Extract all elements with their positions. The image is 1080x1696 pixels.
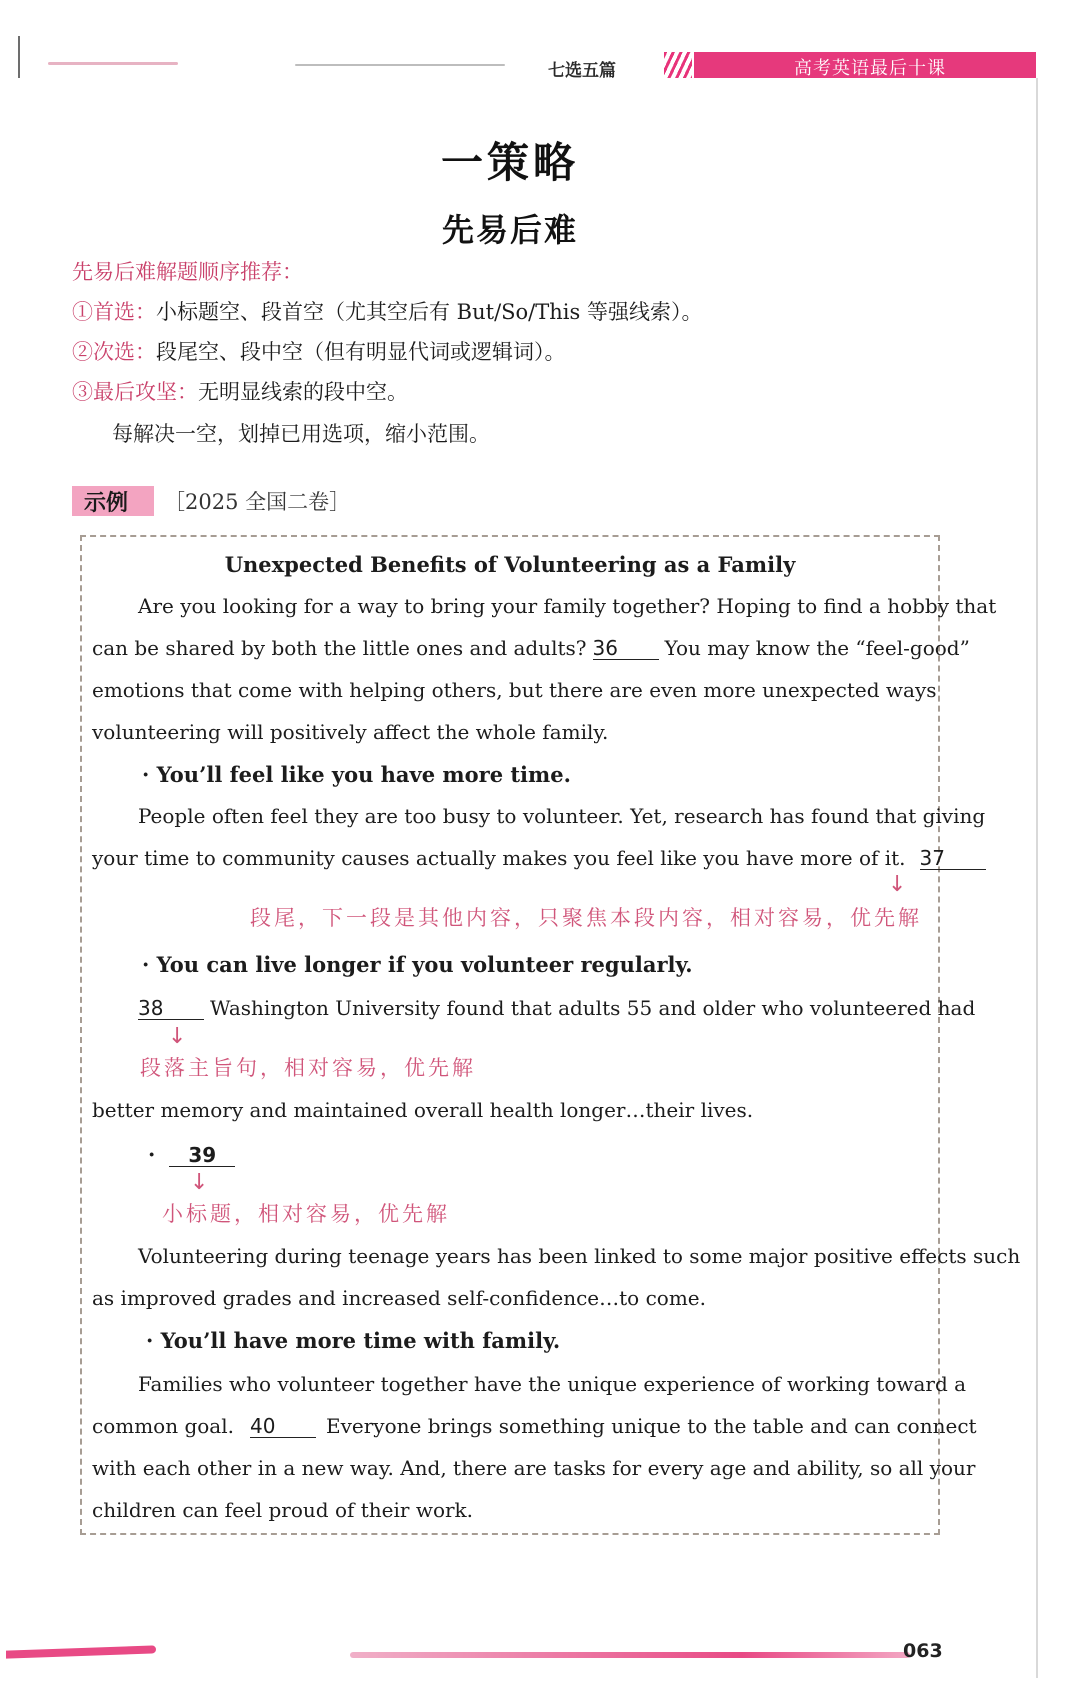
passage-line: as improved grades and increased self-confidence…to come.: [92, 1286, 706, 1310]
passage-line: [92, 846, 945, 870]
book-title: 高考英语最后十课: [794, 58, 946, 79]
strategy-note: 每解决一空，划掉已用选项，缩小范围。: [112, 422, 490, 446]
strategy-item-label: ①首选：: [72, 300, 156, 324]
page-number: 063: [903, 1640, 943, 1662]
passage-line: [138, 996, 976, 1020]
passage-title: Unexpected Benefits of Volunteering as a Family: [224, 552, 796, 577]
passage-line: Volunteering during teenage years has been linked to some major positive effects such: [138, 1244, 1021, 1268]
header-slashes: [664, 52, 692, 78]
passage-line: volunteering will positively affect the whole family.: [92, 720, 609, 744]
strategy-item-1: [72, 296, 702, 326]
passage-line: children can feel proud of their work.: [92, 1498, 474, 1522]
blank-36[interactable]: 36: [593, 638, 659, 660]
passage-line: [92, 1414, 977, 1438]
strategy-item-text: 段尾空、段中空（但有明显代词或逻辑词）。: [156, 340, 566, 364]
subheading-4: · You’ll have more time with family.: [146, 1328, 561, 1353]
strategy-item-text: 无明显线索的段中空。: [198, 380, 408, 404]
passage-line: emotions that come with helping others, but there are even more unexpected ways: [92, 678, 937, 702]
strategy-item-2: [72, 336, 566, 366]
example-label-text: 示例: [84, 491, 129, 516]
blank-39[interactable]: 39: [169, 1145, 235, 1167]
strategy-intro: 先易后难解题顺序推荐：: [72, 260, 303, 284]
passage-line: [92, 636, 970, 660]
passage-text: common goal.: [92, 1414, 234, 1438]
example-label: [72, 486, 154, 516]
strategy-item-3: [72, 376, 408, 406]
strategy-item-text: 小标题空、段首空（尤其空后有 But/So/This 等强线索）。: [156, 300, 703, 324]
blank-40[interactable]: 40: [250, 1416, 316, 1438]
passage-line: People often feel they are too busy to volunteer. Yet, research has found that giving: [138, 804, 986, 828]
margin-line: [18, 36, 20, 78]
passage-line: with each other in a new way. And, there are tasks for every age and ability, so all your: [92, 1456, 976, 1480]
strategy-item-label: ③最后攻坚：: [72, 380, 198, 404]
passage-text: Everyone brings something unique to the table and can connect: [325, 1414, 977, 1438]
passage-text: your time to community causes actually makes you feel like you have more of it.: [92, 846, 906, 870]
subheading-3: [148, 1142, 241, 1167]
footer-decoration: [6, 1645, 156, 1658]
annotation-39: 小标题，相对容易，优先解: [162, 1202, 450, 1226]
subheading-2: · You can live longer if you volunteer regularly.: [142, 952, 693, 977]
passage-line: Are you looking for a way to bring your family together? Hoping to find a hobby that: [138, 594, 997, 618]
passage-line: better memory and maintained overall health longer…their lives.: [92, 1098, 754, 1122]
strategy-item-label: ②次选：: [72, 340, 156, 364]
passage-text: You may know the “feel-good”: [664, 636, 970, 660]
page-title: 一策略: [440, 138, 579, 187]
passage-text: Washington University found that adults 55 and older who volunteered had: [210, 996, 976, 1020]
blank-37[interactable]: 37: [920, 848, 986, 870]
arrow-down-icon: ↓: [888, 872, 907, 897]
blank-38[interactable]: 38: [138, 998, 204, 1020]
page-subtitle: 先易后难: [441, 211, 578, 249]
section-name: 七选五篇: [548, 61, 616, 81]
passage-line: Families who volunteer together have the unique experience of working toward a: [138, 1372, 967, 1396]
page-edge-line: [1036, 78, 1038, 1678]
header-rule: [295, 64, 505, 66]
header-decoration: [48, 62, 178, 65]
subheading-1: · You’ll feel like you have more time.: [142, 762, 571, 787]
arrow-down-icon: ↓: [168, 1024, 187, 1049]
annotation-38: 段落主旨句，相对容易，优先解: [140, 1056, 476, 1080]
annotation-37: 段尾，下一段是其他内容，只聚焦本段内容，相对容易，优先解: [250, 906, 922, 930]
arrow-down-icon: ↓: [190, 1170, 209, 1195]
bullet: ·: [148, 1142, 156, 1167]
footer-band: [350, 1652, 910, 1658]
example-source: ［2025 全国二卷］: [164, 490, 351, 514]
passage-text: can be shared by both the little ones and adults?: [92, 636, 587, 660]
header-band: [694, 52, 1036, 78]
